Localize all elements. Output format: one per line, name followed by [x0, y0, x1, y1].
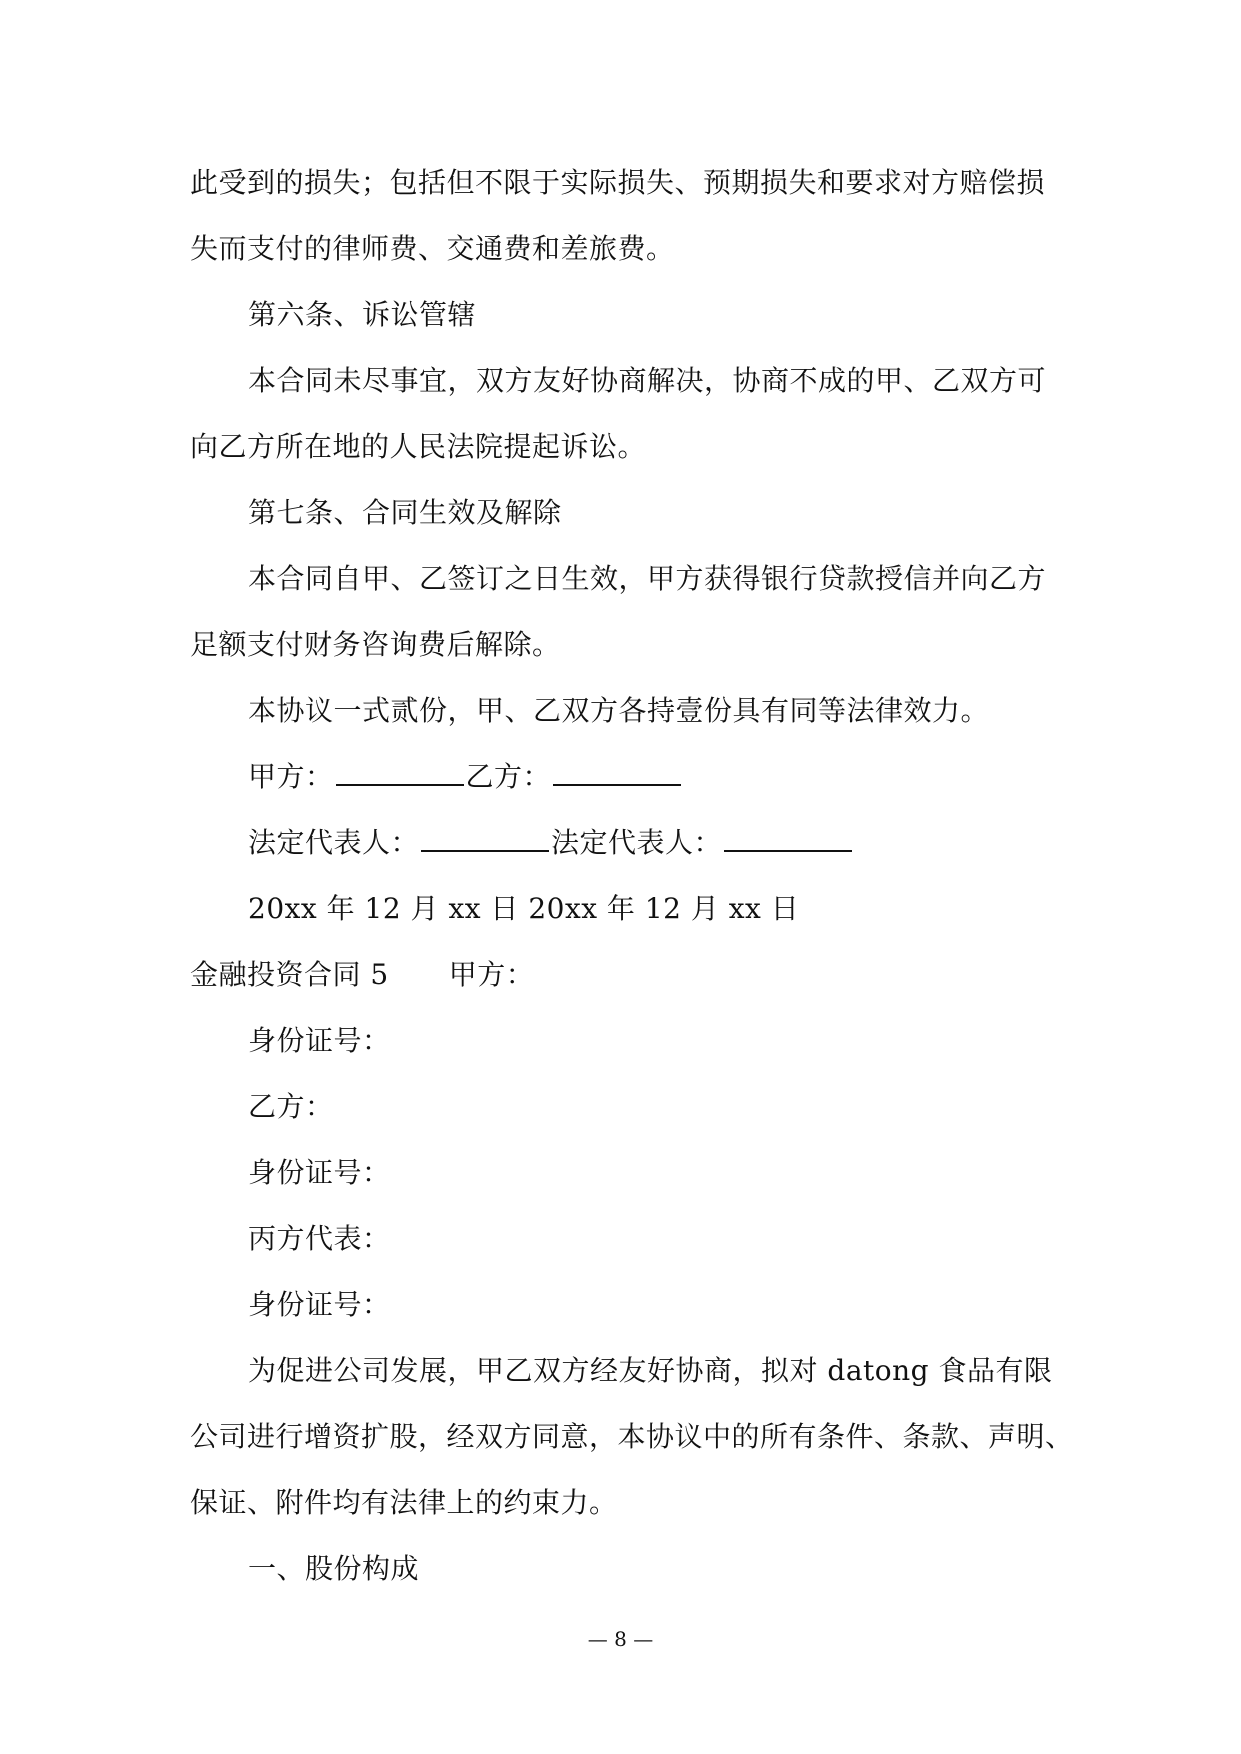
party-a-field: 甲方：: [448, 958, 535, 991]
paragraph-line: 为促进公司发展，甲乙双方经友好协商，拟对 datong 食品有限: [248, 1354, 1053, 1387]
contract5-title-line: [190, 955, 534, 995]
paragraph-line: 足额支付财务咨询费后解除。: [190, 628, 561, 661]
party-b-field: 乙方：: [248, 1090, 334, 1123]
rep-b-label: 法定代表人：: [551, 826, 723, 859]
article-heading-6: 第六条、诉讼管辖: [248, 298, 477, 331]
id-a-field: 身份证号：: [248, 1024, 391, 1057]
contract-title: 金融投资合同 5: [190, 958, 389, 991]
paragraph-line: 保证、附件均有法律上的约束力。: [190, 1486, 618, 1519]
signature-dates: 20xx 年 12 月 xx 日 20xx 年 12 月 xx 日: [248, 892, 800, 925]
party-a-label: 甲方：: [248, 760, 334, 793]
party-a-blank: [336, 758, 464, 786]
paragraph-line: 本协议一式贰份，甲、乙双方各持壹份具有同等法律效力。: [248, 694, 990, 727]
id-c-field: 身份证号：: [248, 1288, 391, 1321]
paragraph-line: 失而支付的律师费、交通费和差旅费。: [190, 232, 675, 265]
section-heading: 一、股份构成: [248, 1552, 420, 1585]
party-b-label: 乙方：: [465, 760, 552, 793]
representative-signature-line: [248, 823, 854, 863]
rep-a-label: 法定代表人：: [248, 826, 420, 859]
paragraph-line: 本合同未尽事宜，双方友好协商解决，协商不成的甲、乙双方可: [248, 364, 1047, 397]
rep-a-blank: [421, 824, 549, 852]
paragraph-line: 本合同自甲、乙签订之日生效，甲方获得银行贷款授信并向乙方: [248, 562, 1047, 595]
party-signature-line: [248, 757, 683, 797]
id-b-field: 身份证号：: [248, 1156, 391, 1189]
paragraph-line: 此受到的损失；包括但不限于实际损失、预期损失和要求对方赔偿损: [190, 166, 1046, 199]
paragraph-line: 公司进行增资扩股，经双方同意，本协议中的所有条件、条款、声明、: [190, 1420, 1074, 1453]
paragraph-line: 向乙方所在地的人民法院提起诉讼。: [190, 430, 647, 463]
rep-b-blank: [724, 824, 852, 852]
page-number: — 8 —: [587, 1627, 654, 1651]
article-heading-7: 第七条、合同生效及解除: [248, 496, 562, 529]
party-b-blank: [553, 758, 681, 786]
party-c-field: 丙方代表：: [248, 1222, 391, 1255]
